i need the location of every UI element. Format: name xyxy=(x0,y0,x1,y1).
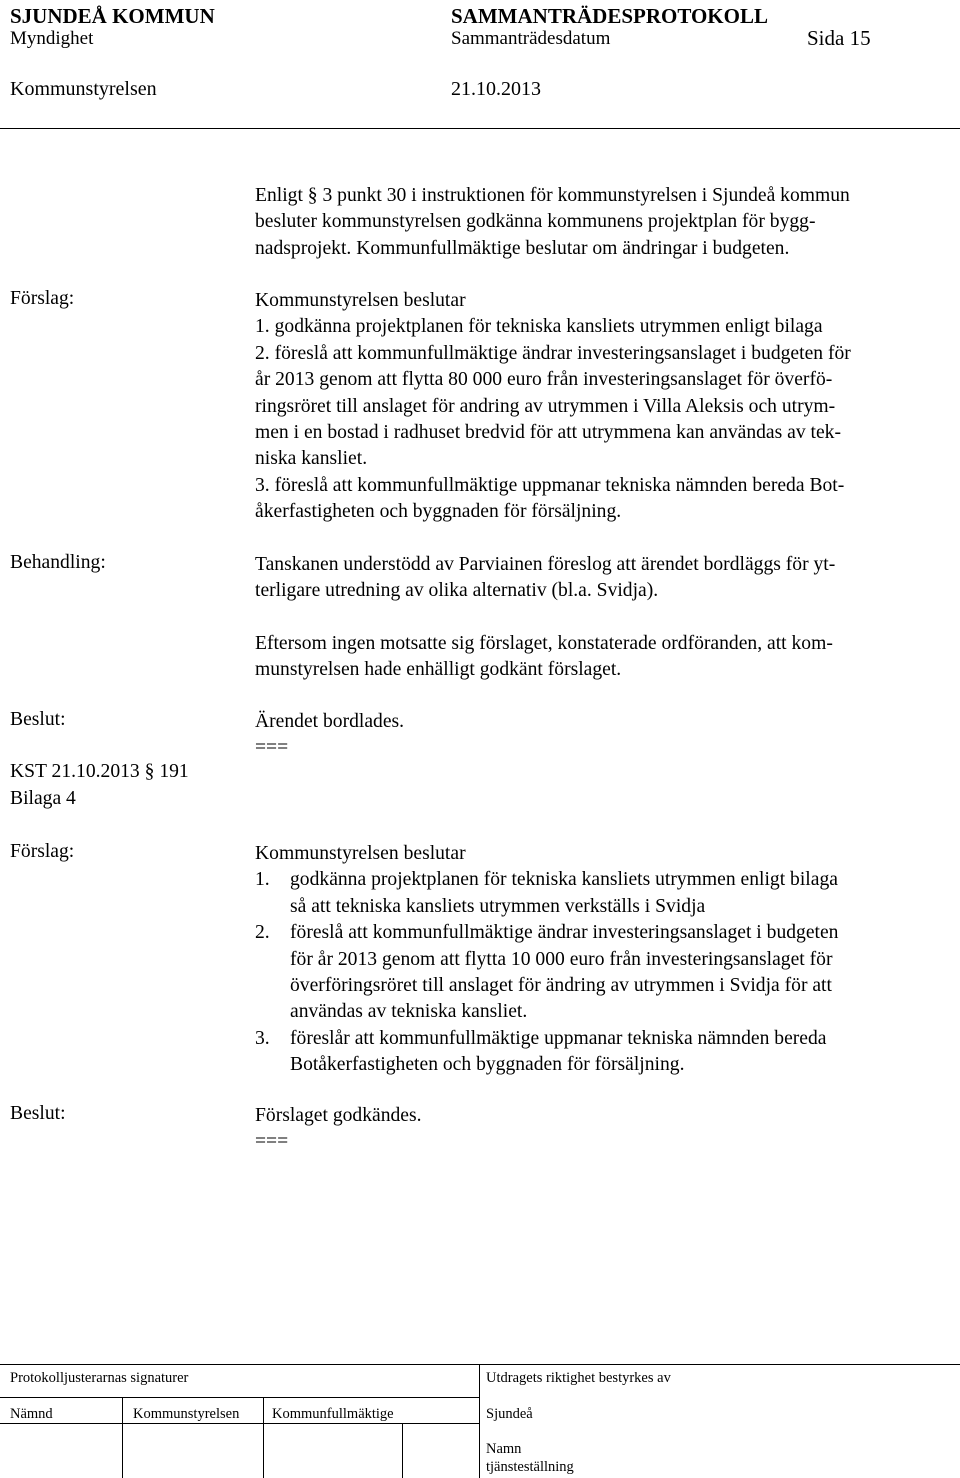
proposal-item xyxy=(255,867,945,920)
item-line: godkänna projektplanen för tekniska kansliets utrymmen enligt bilaga xyxy=(290,869,838,891)
item-line: föreslå att kommunfullmäktige ändrar investeringsanslaget i budgeten xyxy=(290,922,839,944)
meeting-date-label: Sammanträdesdatum xyxy=(451,28,611,49)
position-label: tjänsteställning xyxy=(486,1459,574,1475)
proposal-line: år 2013 genom att flytta 80 000 euro från investeringsanslaget för överfö- xyxy=(255,369,833,391)
treatment-line: terligare utredning av olika alternativ (bl.a. Svidja). xyxy=(255,580,659,602)
proposal-line: åkerfastigheten och byggnaden för försäljning. xyxy=(255,501,622,523)
proposal-line: 3. föreslå att kommunfullmäktige uppmanar tekniska nämnden bereda Bot- xyxy=(255,474,845,496)
item-line: överföringsröret till anslaget för ändring av utrymmen i Svidja för att xyxy=(290,975,832,997)
proposal-line: Kommunstyrelsen beslutar xyxy=(255,290,466,311)
item-number: 1. xyxy=(255,869,270,891)
proposal-intro: Kommunstyrelsen beslutar xyxy=(255,843,466,864)
footer-line xyxy=(0,1397,479,1398)
decision-value: Ärendet bordlades. xyxy=(255,711,405,732)
separator: === xyxy=(255,1131,289,1153)
item-line: så att tekniska kansliets utrymmen verkställs i Svidja xyxy=(290,895,706,917)
proposal-line: 2. föreslå att kommunfullmäktige ändrar investeringsanslaget i budgeten för xyxy=(255,342,851,364)
proposal-text-2 xyxy=(255,841,945,1079)
proposal-line: 1. godkänna projektplanen för tekniska kansliets utrymmen enligt bilaga xyxy=(255,316,823,338)
separator: === xyxy=(255,737,289,759)
proposal-item xyxy=(255,920,945,1026)
name-label: Namn xyxy=(486,1441,522,1457)
decision-text-2 xyxy=(255,1103,945,1156)
header-divider xyxy=(0,128,960,129)
intro-line: nadsprojekt. Kommunfullmäktige beslutar om ändringar i budgeten. xyxy=(255,237,790,259)
decision-value: Förslaget godkändes. xyxy=(255,1105,422,1126)
treatment-conclusion xyxy=(255,631,945,684)
item-number: 3. xyxy=(255,1027,270,1049)
signature-box-divider xyxy=(263,1397,264,1478)
treatment-line: Eftersom ingen motsatte sig förslaget, konstaterade ordföranden, att kom- xyxy=(255,633,833,654)
page-number: Sida 15 xyxy=(807,26,871,50)
signatures-label: Protokolljusterarnas signaturer xyxy=(10,1370,189,1386)
footer-col-3: Kommunfullmäktige xyxy=(272,1406,394,1422)
treatment-text xyxy=(255,552,945,605)
case-reference: KST 21.10.2013 § 191 xyxy=(10,761,189,782)
footer-col-4: Sjundeå xyxy=(486,1406,533,1422)
proposal-label: Förslag: xyxy=(10,288,75,309)
footer-top-line xyxy=(0,1364,960,1365)
item-line: föreslår att kommunfullmäktige uppmanar tekniska nämnden bereda xyxy=(290,1027,827,1049)
meeting-date: 21.10.2013 xyxy=(451,78,541,100)
proposal-item xyxy=(255,1026,945,1079)
proposal-line: niska kansliet. xyxy=(255,448,368,470)
item-line: Botåkerfastigheten och byggnaden för försäljning. xyxy=(290,1054,685,1076)
intro-line: besluter kommunstyrelsen godkänna kommunens projektplan för bygg- xyxy=(255,211,816,233)
treatment-label: Behandling: xyxy=(10,552,106,573)
attachment-label: Bilaga 4 xyxy=(10,788,76,809)
proposal-label-2: Förslag: xyxy=(10,841,75,862)
item-line: användas av tekniska kansliet. xyxy=(290,1001,528,1023)
treatment-line: Tanskanen understödd av Parviainen föreslog att ärendet bordläggs för yt- xyxy=(255,554,836,575)
doc-type: SAMMANTRÄDESPROTOKOLL xyxy=(451,4,768,28)
item-line: för år 2013 genom att flytta 10 000 euro från investeringsanslaget för xyxy=(290,948,833,970)
intro-line: Enligt § 3 punkt 30 i instruktionen för kommunstyrelsen i Sjundeå kommun xyxy=(255,185,850,206)
footer-line xyxy=(0,1423,479,1424)
certified-label: Utdragets riktighet bestyrkes av xyxy=(486,1370,671,1386)
decision-label-2: Beslut: xyxy=(10,1103,66,1124)
footer-col-2: Kommunstyrelsen xyxy=(133,1406,240,1422)
signature-box-divider xyxy=(122,1397,123,1478)
item-number: 2. xyxy=(255,922,270,944)
authority: Kommunstyrelsen xyxy=(10,78,157,100)
decision-text xyxy=(255,709,945,762)
intro-paragraph xyxy=(255,183,945,262)
signature-box-divider xyxy=(402,1423,403,1478)
proposal-text xyxy=(255,288,945,526)
proposal-line: men i en bostad i radhuset bredvid för att utrymmena kan användas av tek- xyxy=(255,422,841,444)
proposal-line: ringsröret till anslaget för andring av utrymmen i Villa Aleksis och utrym- xyxy=(255,395,836,417)
decision-label: Beslut: xyxy=(10,709,66,730)
treatment-line: munstyrelsen hade enhälligt godkänt förslaget. xyxy=(255,659,622,681)
org-name: SJUNDEÅ KOMMUN xyxy=(10,4,215,28)
authority-label: Myndighet xyxy=(10,28,94,49)
footer-col-1: Nämnd xyxy=(10,1406,53,1422)
footer-divider xyxy=(479,1364,480,1478)
